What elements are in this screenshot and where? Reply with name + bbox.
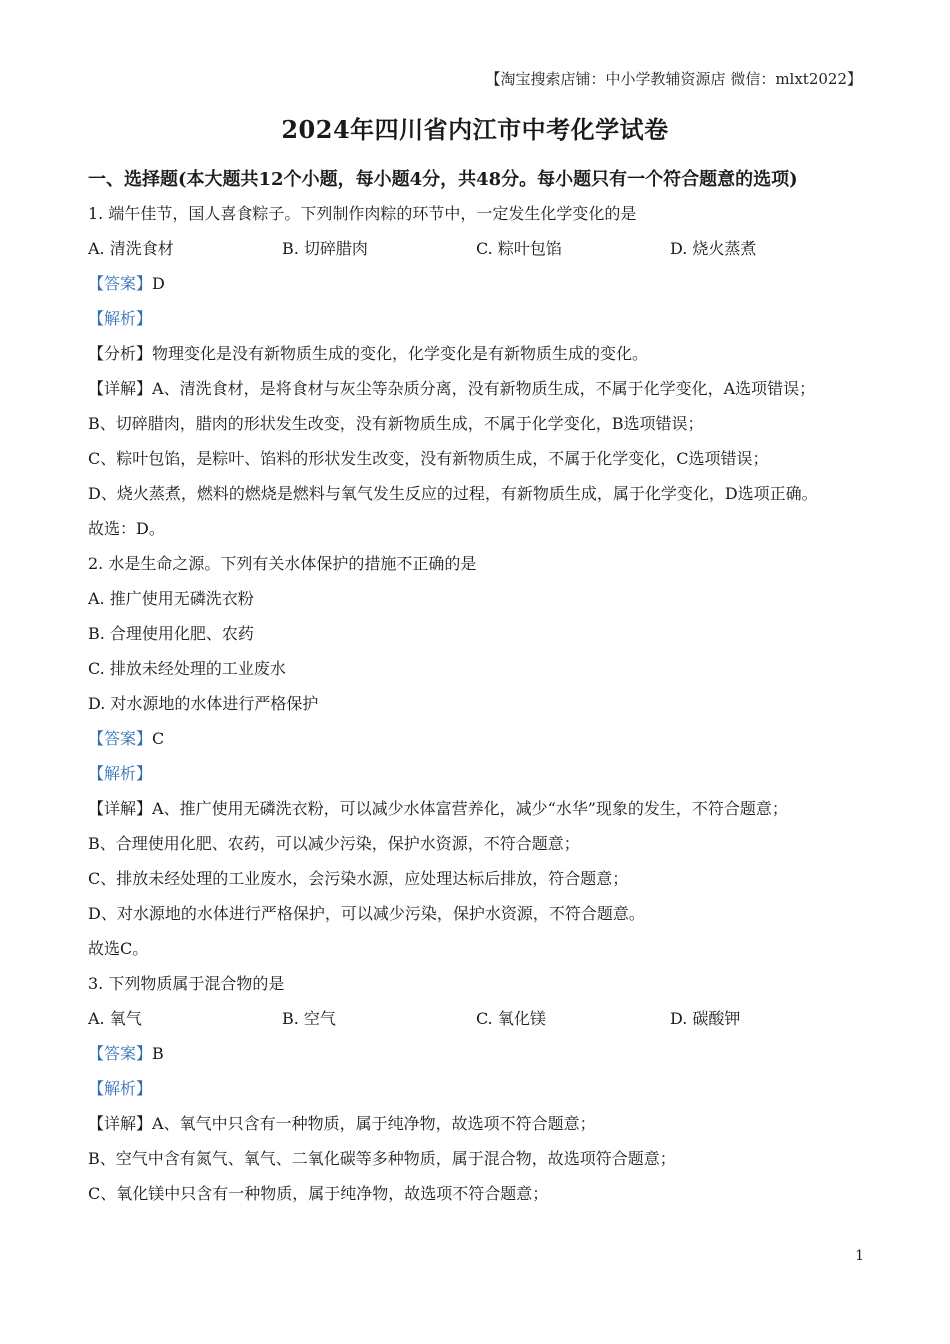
- q2-option-d: D. 对水源地的水体进行严格保护: [88, 694, 319, 713]
- question-3-stem: 3. 下列物质属于混合物的是: [88, 974, 285, 993]
- fenxi-text: 物理变化是没有新物质生成的变化，化学变化是有新物质生成的变化。: [152, 344, 649, 363]
- q3-detail-b: B、空气中含有氮气、氧气、二氧化碳等多种物质，属于混合物，故选项符合题意；: [88, 1149, 676, 1168]
- detail-text: A、推广使用无磷洗衣粉，可以减少水体富营养化，减少“水华”现象的发生，不符合题意；: [152, 799, 788, 818]
- q1-detail-c: C、粽叶包馅，是粽叶、馅料的形状发生改变，没有新物质生成，不属于化学变化，C选项错误；: [88, 449, 769, 468]
- q2-option-b: B. 合理使用化肥、农药: [88, 624, 254, 643]
- detail-text: A、清洗食材，是将食材与灰尘等杂质分离，没有新物质生成，不属于化学变化，A选项错误；: [152, 379, 816, 398]
- q1-detail-b: B、切碎腊肉，腊肉的形状发生改变，没有新物质生成，不属于化学变化，B选项错误；: [88, 414, 704, 433]
- q1-conclusion: 故选：D。: [88, 519, 165, 538]
- answer-value: C: [152, 729, 165, 748]
- q1-option-a: A. 清洗食材: [88, 239, 174, 258]
- answer-tag: 【答案】: [88, 274, 153, 293]
- q3-option-d: D. 碳酸钾: [670, 1009, 741, 1028]
- question-3-options: [88, 1001, 868, 1036]
- question-1-stem: 1. 端午佳节，国人喜食粽子。下列制作肉粽的环节中，一定发生化学变化的是: [88, 204, 637, 223]
- detail-tag: 【详解】: [88, 799, 153, 818]
- q2-analysis-heading: [88, 756, 868, 791]
- answer-tag: 【答案】: [88, 1044, 153, 1063]
- q1-detail-a: [88, 371, 868, 406]
- q3-answer: [88, 1036, 868, 1071]
- q2-detail-a: [88, 791, 868, 826]
- page-title: 2024年四川省内江市中考化学试卷: [281, 115, 669, 144]
- analysis-tag: 【解析】: [88, 1079, 153, 1098]
- question-2-stem: 2. 水是生命之源。下列有关水体保护的措施不正确的是: [88, 554, 477, 573]
- analysis-tag: 【解析】: [88, 764, 153, 783]
- q3-analysis-heading: [88, 1071, 868, 1106]
- answer-tag: 【答案】: [88, 729, 153, 748]
- q1-option-c: C. 粽叶包馅: [476, 239, 562, 258]
- header-note: 【淘宝搜索店铺：中小学教辅资源店 微信：mlxt2022】: [485, 70, 862, 88]
- question-1-options: [88, 231, 868, 266]
- detail-text: A、氧气中只含有一种物质，属于纯净物，故选项不符合题意；: [152, 1114, 596, 1133]
- q1-fenxi: [88, 336, 868, 371]
- fenxi-tag: 【分析】: [88, 344, 153, 363]
- q2-answer: [88, 721, 868, 756]
- q2-conclusion: 故选C。: [88, 939, 149, 958]
- q3-detail-a: [88, 1106, 868, 1141]
- q1-answer: [88, 266, 868, 301]
- detail-tag: 【详解】: [88, 1114, 153, 1133]
- q1-detail-d: D、烧火蒸煮，燃料的燃烧是燃料与氧气发生反应的过程，有新物质生成，属于化学变化，D选项正确。: [88, 484, 818, 503]
- q2-detail-c: C、排放未经处理的工业废水，会污染水源，应处理达标后排放，符合题意；: [88, 869, 629, 888]
- analysis-tag: 【解析】: [88, 309, 153, 328]
- answer-value: D: [152, 274, 165, 293]
- q2-option-a: A. 推广使用无磷洗衣粉: [88, 589, 254, 608]
- page-number: 1: [855, 1248, 864, 1264]
- q3-option-b: B. 空气: [282, 1009, 336, 1028]
- q2-detail-d: D、对水源地的水体进行严格保护，可以减少污染，保护水资源，不符合题意。: [88, 904, 645, 923]
- q3-detail-c: C、氧化镁中只含有一种物质，属于纯净物，故选项不符合题意；: [88, 1184, 549, 1203]
- detail-tag: 【详解】: [88, 379, 153, 398]
- q1-option-b: B. 切碎腊肉: [282, 239, 368, 258]
- document-body: [88, 196, 868, 1211]
- q2-detail-b: B、合理使用化肥、农药，可以减少污染，保护水资源，不符合题意；: [88, 834, 580, 853]
- q1-option-d: D. 烧火蒸煮: [670, 239, 757, 258]
- q3-option-c: C. 氧化镁: [476, 1009, 546, 1028]
- q3-option-a: A. 氧气: [88, 1009, 142, 1028]
- section-heading: 一、选择题(本大题共12个小题，每小题4分，共48分。每小题只有一个符合题意的选项): [88, 169, 798, 190]
- answer-value: B: [152, 1044, 164, 1063]
- q2-option-c: C. 排放未经处理的工业废水: [88, 659, 286, 678]
- q1-analysis-heading: [88, 301, 868, 336]
